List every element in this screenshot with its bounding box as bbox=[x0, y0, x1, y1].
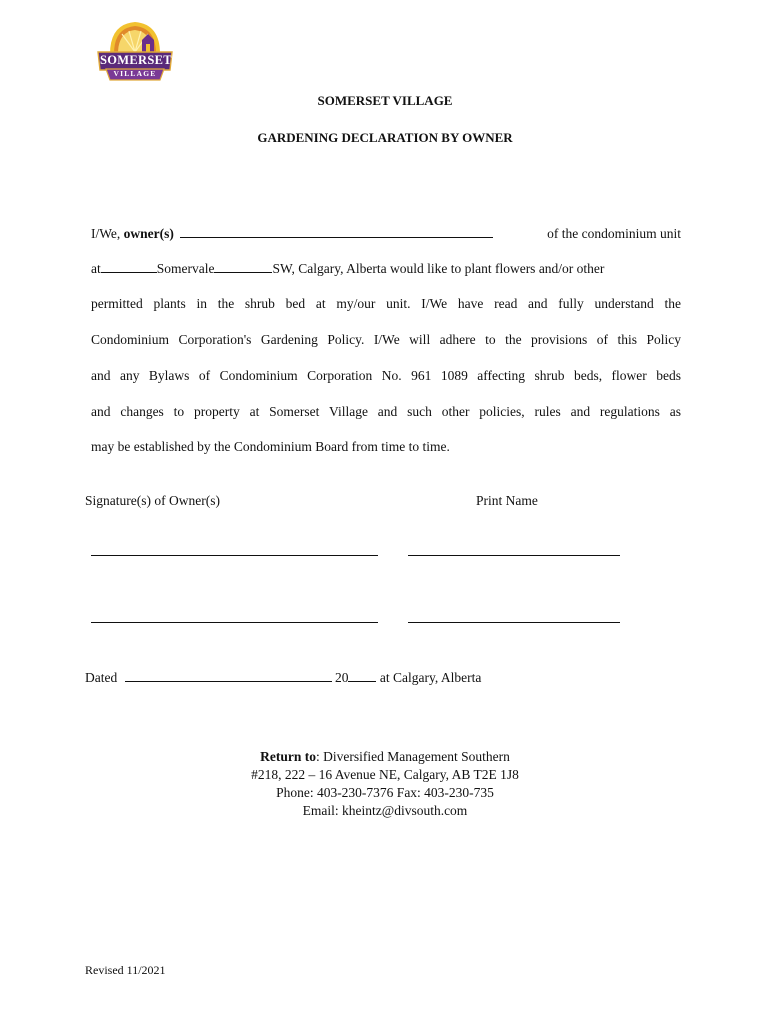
owner-name-field[interactable] bbox=[180, 225, 493, 238]
declaration-line-4: Condominium Corporation's Gardening Policy. I/We will adhere to the provisions of this Policy bbox=[91, 332, 681, 347]
dated-line bbox=[85, 669, 481, 687]
dated-label: Dated bbox=[85, 670, 118, 685]
signature-field-2[interactable] bbox=[91, 622, 378, 623]
return-company: : Diversified Management Southern bbox=[316, 749, 510, 764]
signature-field-1[interactable] bbox=[91, 555, 378, 556]
document-subtitle: GARDENING DECLARATION BY OWNER bbox=[257, 130, 513, 145]
year-field[interactable] bbox=[348, 669, 376, 682]
owner-prefix: I/We, bbox=[91, 226, 124, 241]
year-prefix: 20 bbox=[334, 670, 349, 685]
unit-address-line bbox=[91, 260, 681, 278]
owner-signature-label: Signature(s) of Owner(s) bbox=[85, 493, 220, 508]
owner-line bbox=[91, 225, 681, 243]
logo-wordmark: SOMERSET bbox=[100, 53, 172, 67]
declaration-line-6: and changes to property at Somerset Village and such other policies, rules and regulations as bbox=[91, 404, 681, 419]
date-field[interactable] bbox=[125, 669, 332, 682]
return-email: Email: kheintz@divsouth.com bbox=[302, 803, 468, 818]
return-phone: Phone: 403-230-7376 Fax: 403-230-735 bbox=[276, 785, 494, 800]
owner-label: owner(s) bbox=[123, 226, 174, 241]
declaration-line-5: and any Bylaws of Condominium Corporation No. 961 1089 affecting shrub beds, flower beds bbox=[91, 368, 681, 383]
declaration-line-7: may be established by the Condominium Board from time to time. bbox=[91, 439, 450, 454]
unit-number-field[interactable] bbox=[101, 260, 157, 273]
street-name: Somervale bbox=[156, 261, 215, 276]
line2-rest: SW, Calgary, Alberta would like to plant flowers and/or other bbox=[272, 261, 605, 276]
somerset-village-logo bbox=[96, 18, 174, 86]
print-name-label: Print Name bbox=[476, 493, 538, 508]
logo-subword: VILLAGE bbox=[113, 69, 157, 78]
dated-location: at Calgary, Alberta bbox=[379, 670, 482, 685]
document-title: SOMERSET VILLAGE bbox=[317, 93, 453, 108]
return-address: #218, 222 – 16 Avenue NE, Calgary, AB T2E 1J8 bbox=[251, 767, 519, 782]
return-to-block bbox=[0, 748, 770, 820]
owner-suffix: of the condominium unit bbox=[547, 226, 681, 241]
print-name-field-2[interactable] bbox=[408, 622, 620, 623]
return-to-label: Return to bbox=[260, 749, 317, 764]
at-label: at bbox=[91, 261, 101, 276]
revision-date: Revised 11/2021 bbox=[85, 963, 166, 977]
declaration-line-3: permitted plants in the shrub bed at my/our unit. I/We have read and fully understand the bbox=[91, 296, 681, 311]
street-number-field[interactable] bbox=[214, 260, 272, 273]
print-name-field-1[interactable] bbox=[408, 555, 620, 556]
